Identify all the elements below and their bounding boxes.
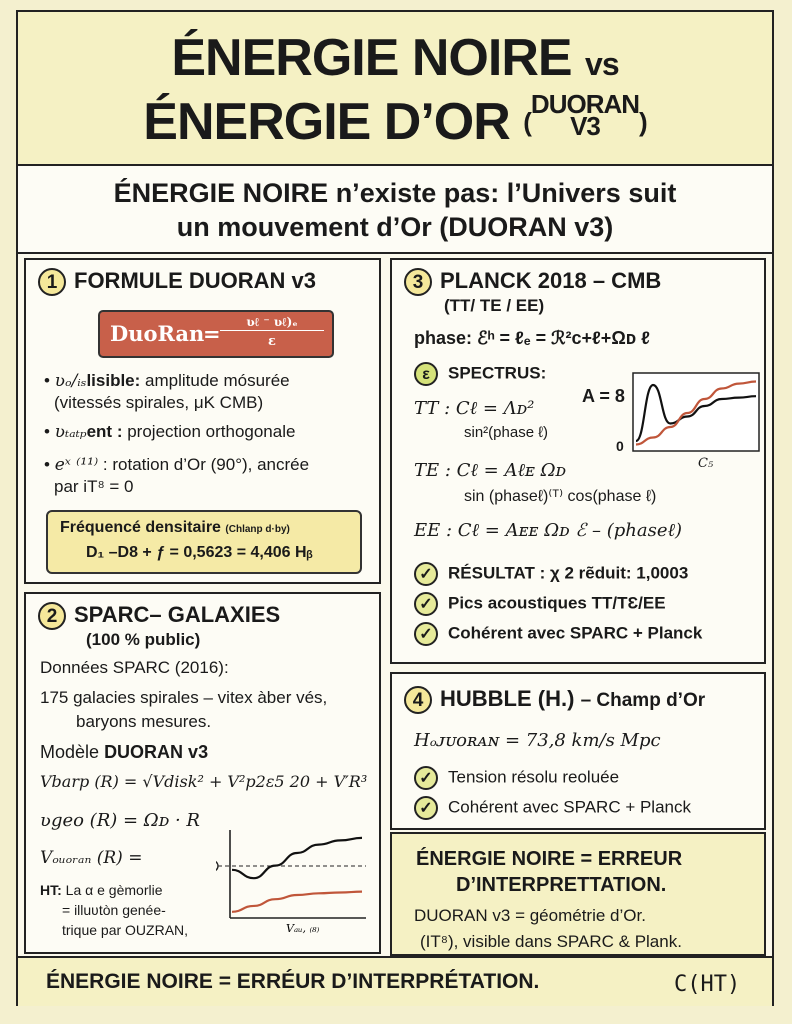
hubble-coherent: ✓ Cohérent avec SPARC + Planck	[414, 796, 691, 820]
result-coherent: ✓ Cohérent avec SPARC + Planck	[414, 622, 702, 646]
title-text-2: ÉNERGIE D’OR	[143, 93, 510, 151]
equation-tt-sin: sin²(phase ℓ)	[464, 424, 549, 441]
formula-denominator: ɛ	[268, 334, 276, 349]
conclusion-box	[390, 832, 766, 956]
check-icon: ✓	[414, 622, 438, 646]
formula-numerator: ʋℓ ⁻ ʋℓ)ₑ	[220, 315, 324, 331]
title-line-1	[18, 28, 772, 88]
check-icon: ✓	[414, 796, 438, 820]
footer	[18, 956, 772, 1006]
sparc-line-2: 175 galacies spirales – vitex àber vés,	[40, 688, 328, 707]
frequency-box	[46, 510, 362, 574]
equation-vbar: Vbarp (R) = √Vdisk² + V²p2ɛ5 20 + V′R³	[40, 772, 368, 791]
spectrum-chart-ylabel: A = 8	[582, 386, 625, 406]
frequency-note: (Chlanp d·by)	[225, 524, 290, 535]
bullet-3: • eˣ ⁽¹¹⁾ : rotation d’Or (90°), ancrée par iT⁸ = 0	[44, 455, 310, 496]
conclusion-line-3: DUORAN v3 = géométrie d’Or.	[414, 906, 646, 925]
rotation-chart-xlabel: Vₐᵤ, ₍₈₎	[286, 922, 320, 935]
series-line-1	[232, 838, 362, 878]
equation-tt: TT : Cℓ = Λᴅ²	[414, 398, 535, 419]
subtitle-line-2: un mouvement d’Or (DUORAN v3)	[176, 212, 614, 242]
number-badge-1: 1	[38, 268, 66, 296]
spectrum-chart-zero: 0	[616, 438, 624, 454]
equation-vduoran: Vₒᵤₒᵣₐₙ (R) =	[40, 848, 143, 868]
check-icon: ✓	[414, 562, 438, 586]
bullet-1: • ʋₒ/ᵢₛlisible: amplitude mósurée (vitessés spirales, μK CMB)	[44, 371, 290, 412]
number-badge-3: 3	[404, 268, 432, 296]
formula-label: DuoRan	[110, 321, 205, 346]
frequency-value: D₁ –D8 + ƒ = 0,5623 = 4,406 Hᵦ	[86, 544, 313, 561]
check-icon: ✓	[414, 766, 438, 790]
footer-mark: C(HT)	[674, 972, 741, 997]
formula-equals: =	[203, 321, 221, 346]
result-chi2: ✓ RÉSULTAT : χ 2 rẽduit: 1,0003	[414, 562, 688, 586]
spectrus-icon: ε	[414, 362, 438, 386]
section-formula	[24, 258, 381, 584]
subtitle-line-1: ÉNERGIE NOIRE n’existe pas: l’Univers suit	[113, 178, 677, 208]
spectrum-chart-xlabel: C₅	[698, 456, 714, 471]
curve-marker-icon	[216, 859, 218, 873]
bullet-2: • ʋₜₐₜₚent : projection orthogonale	[44, 422, 296, 442]
number-badge-4: 4	[404, 686, 432, 714]
title-line-2	[18, 89, 772, 152]
section-2-heading: 2 SPARC– GALAXIES	[38, 602, 280, 630]
conclusion-line-4: (IT⁸), visible dans SPARC & Plank.	[420, 932, 682, 951]
hubble-tension: ✓ Tension résolu reoluée	[414, 766, 619, 790]
series-line-2	[232, 892, 362, 912]
section-planck	[390, 258, 766, 664]
title-text-1: ÉNERGIE NOIRE	[171, 29, 572, 87]
equation-te: TE : Cℓ = Aℓᴇ Ωᴅ	[414, 460, 567, 481]
rotation-curve-chart	[216, 826, 371, 936]
conclusion-line-2: D’INTERPRETTATION.	[456, 874, 667, 896]
hubble-constant: Hₒᴊᴜᴏʀᴀɴ = 73,8 km/s Mpc	[414, 730, 661, 751]
section-4-heading: 4 HUBBLE (H.) – Champ d’Or	[404, 686, 705, 714]
spectrus-label: ε SPECTRUS:	[414, 362, 546, 386]
footer-text: ÉNERGIE NOIRE = ERRÉUR D’INTERPRÉTATION.	[46, 970, 540, 993]
section-3-heading: 3 PLANCK 2018 – CMB	[404, 268, 661, 296]
sparc-line-3: baryons mesures.	[76, 712, 212, 731]
ht-note: HT: La α e gèmorlie = illuʋtòn genée- trique par OUZRAN,	[40, 882, 189, 938]
conclusion-line-1: ÉNERGIE NOIRE = ERREUR	[416, 848, 683, 870]
section-3-subheading: (TT/ TE / EE)	[444, 296, 545, 315]
frequency-title: Fréquencé densitaire	[60, 519, 221, 536]
phase-equation: phase: ℰʰ = ℓₑ = ℛ²c+ℓ+Ωᴅ ℓ	[414, 328, 650, 348]
number-badge-2: 2	[38, 602, 66, 630]
equation-ee: EE : Cℓ = Aᴇᴇ Ωᴅ ℰ – (phaseℓ)	[414, 520, 683, 541]
equation-te-sincos: sin (phaseℓ)⁽ᵀ⁾ cos(phase ℓ)	[464, 488, 657, 505]
check-icon: ✓	[414, 592, 438, 616]
title-vs: vs	[585, 46, 619, 82]
result-peaks: ✓ Pics acoustiques TT/TƐ/EE	[414, 592, 666, 616]
section-sparc	[24, 592, 381, 954]
section-hubble	[390, 672, 766, 830]
duoran-formula-box	[98, 310, 334, 358]
model-label: Modèle DUORAN v3	[40, 742, 209, 762]
cmb-spectrum-chart	[632, 372, 762, 454]
section-2-subheading: (100 % public)	[86, 630, 201, 649]
title-paren: ( DUORAN V3 )	[523, 89, 647, 141]
equation-vgeo: ʋgeo (R) = Ωᴅ · R	[40, 810, 200, 831]
subtitle	[18, 166, 772, 254]
sparc-line-1: Données SPARC (2016):	[40, 658, 229, 677]
section-1-heading: 1 FORMULE DUORAN v3	[38, 268, 316, 296]
poster-title	[18, 12, 772, 166]
